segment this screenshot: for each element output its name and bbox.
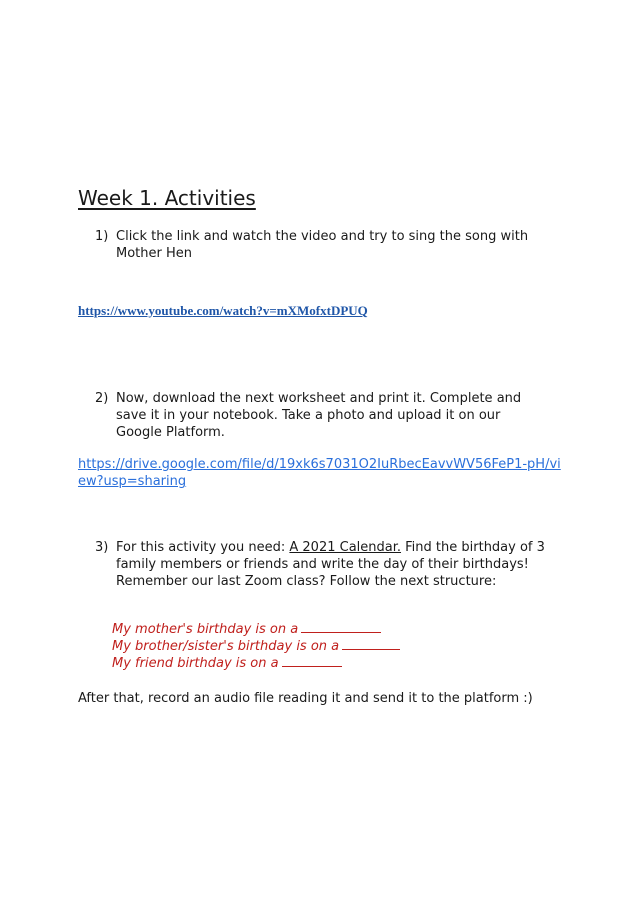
- blank-line: [342, 638, 400, 650]
- item-3-text-after: Find the birthday of 3 family members or friends and write the day of their birthdays! Remember our last Zoom class? Follow the next structure:: [116, 540, 545, 589]
- sentence-sibling-text: My brother/sister's birthday is on a: [112, 639, 340, 654]
- item-1-number: 1): [95, 229, 109, 244]
- sentence-friend-text: My friend birthday is on a: [112, 656, 279, 671]
- sentence-mother-text: My mother's birthday is on a: [112, 622, 299, 637]
- sentence-friend: [112, 655, 342, 672]
- sentence-sibling: [112, 638, 400, 655]
- closing-text: After that, record an audio file reading it and send it to the platform :): [78, 691, 533, 706]
- blank-line: [282, 655, 342, 667]
- item-3-text-before: For this activity you need:: [116, 540, 290, 555]
- page-title: Week 1. Activities: [78, 186, 256, 210]
- item-2-number: 2): [95, 391, 109, 406]
- item-3-number: 3): [95, 540, 109, 555]
- item-1-text: Click the link and watch the video and try to sing the song with Mother Hen: [116, 229, 529, 261]
- sentence-mother: [112, 621, 381, 638]
- calendar-text: A 2021 Calendar.: [289, 540, 402, 555]
- item-2-text: Now, download the next worksheet and print it. Complete and save it in your notebook. Take a photo and upload it on our Google Platform.: [116, 391, 522, 440]
- item-3-text: [116, 539, 576, 590]
- drive-link[interactable]: https://drive.google.com/file/d/19xk6s7031O2IuRbecEavvWV56FeP1-pH/view?usp=sharing: [78, 457, 561, 489]
- blank-line: [301, 621, 381, 633]
- youtube-link[interactable]: https://www.youtube.com/watch?v=mXMofxtDPUQ: [78, 303, 368, 318]
